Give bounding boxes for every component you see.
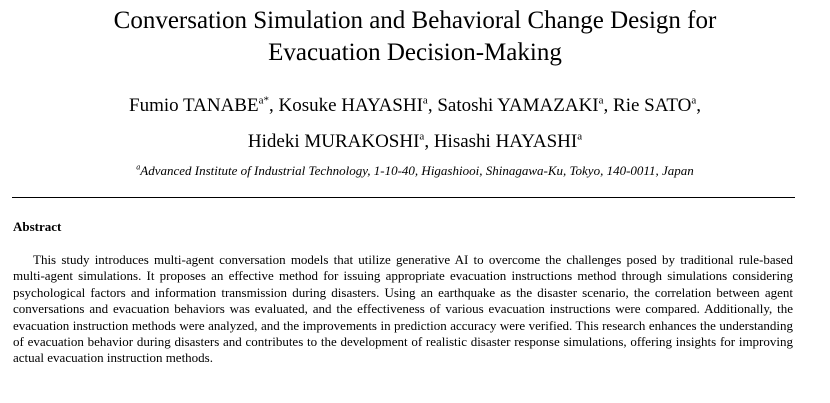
author-line-2 xyxy=(0,124,830,160)
author-affil-marker: a xyxy=(422,94,428,107)
affiliation xyxy=(0,163,830,179)
author-name: Satoshi YAMAZAKI xyxy=(437,95,599,116)
section-divider xyxy=(12,197,795,198)
affiliation-text: Advanced Institute of Industrial Technology, 1-10-40, Higashiooi, Shinagawa-Ku, Tokyo, 140-0011, Japan xyxy=(140,163,694,178)
author-list xyxy=(0,88,830,160)
author-affil-marker: a xyxy=(691,94,697,107)
author-separator: , xyxy=(427,95,438,116)
title-line-1: Conversation Simulation and Behavioral Change Design for xyxy=(113,7,717,34)
author-name: Hideki MURAKOSHI xyxy=(247,131,420,152)
author-affil-marker: a xyxy=(577,130,583,143)
author-affil-marker: a* xyxy=(258,94,269,107)
author-name: Fumio TANABE xyxy=(129,95,259,116)
author-separator: , xyxy=(424,131,434,152)
author-separator: , xyxy=(603,95,614,116)
affiliation-marker: a xyxy=(136,162,141,172)
author-name: Kosuke HAYASHI xyxy=(278,95,423,116)
author-affil-marker: a xyxy=(598,94,604,107)
author-separator: , xyxy=(268,95,279,116)
author-separator: , xyxy=(696,95,701,116)
abstract-heading: Abstract xyxy=(13,219,62,234)
paper-title xyxy=(0,5,830,69)
title-line-2: Evacuation Decision-Making xyxy=(268,39,562,66)
author-affil-marker: a xyxy=(419,130,425,143)
author-name: Hisashi HAYASHI xyxy=(433,131,578,152)
author-line-1 xyxy=(0,88,830,124)
author-name: Rie SATO xyxy=(613,95,692,116)
abstract-body: This study introduces multi-agent conversation models that utilize generative AI to overcome the challenges posed by traditional rule-based multi-agent simulations. It proposes an effective method for issuing appropriate evacuation instructions method through simulations considering psychological factors and information transmission during disasters. Using an earthquake as the disaster scenario, the correlation between agent conversations and evacuation behaviors was evaluated, and the effectiveness of various evacuation instructions were compared. Additionally, the evacuation instruction methods were analyzed, and the improvements in prediction accuracy were verified. This research enhances the understanding of evacuation behavior during disasters and contributes to the development of realistic disaster response simulations, offering insights for improving actual evacuation instruction methods. xyxy=(13,252,793,366)
